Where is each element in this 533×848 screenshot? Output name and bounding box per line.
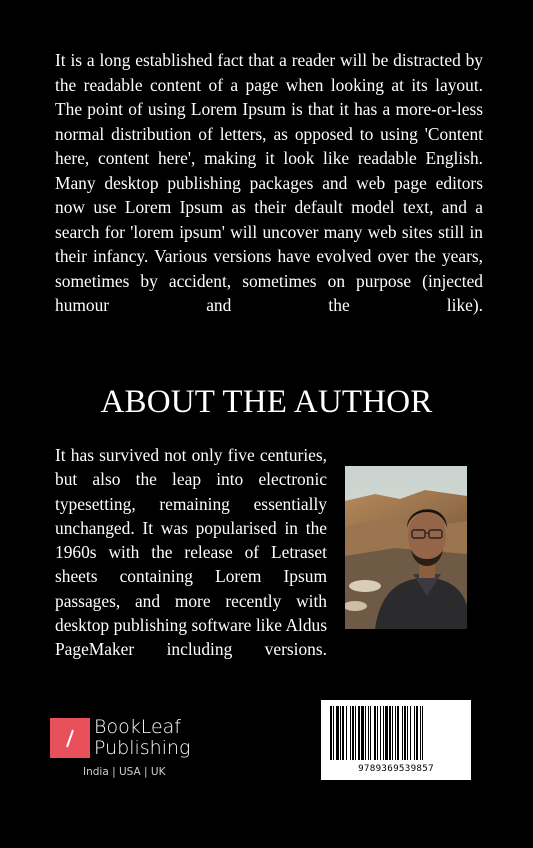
publisher-name bbox=[94, 717, 190, 759]
barcode-bar bbox=[416, 706, 418, 760]
barcode-bar bbox=[374, 706, 376, 760]
barcode-bar bbox=[397, 706, 399, 760]
publisher-regions: India | USA | UK bbox=[83, 766, 166, 778]
barcode-bar bbox=[402, 706, 403, 760]
barcode-bar bbox=[370, 706, 371, 760]
barcode-bar bbox=[340, 706, 341, 760]
isbn-barcode bbox=[321, 700, 471, 780]
barcode-bar bbox=[407, 706, 408, 760]
isbn-number: 9789369539857 bbox=[358, 763, 434, 774]
publisher-name-line2: Publishing bbox=[94, 737, 191, 759]
back-cover-blurb: It is a long established fact that a reader will be distracted by the readable content of a page when looking at its layout. The point of using Lorem Ipsum is that it has a more-or-less normal distribution of letters, as opposed to using 'Content here, content here', making it look like readable English. Many desktop publishing packages and web page editors now use Lorem Ipsum as their default model text, and a search for 'lorem ipsum' will uncover many web sites still in their infancy. Various versions have evolved over the years, sometimes by accident, sometimes on purpose (injected humour and the like). bbox=[55, 50, 483, 315]
barcode-bar bbox=[346, 706, 347, 760]
barcode-bar bbox=[352, 706, 354, 760]
barcode-bar bbox=[358, 706, 360, 760]
barcode-bar bbox=[410, 706, 411, 760]
barcode-bar bbox=[361, 706, 364, 760]
slash-logo-icon bbox=[50, 718, 90, 758]
barcode-bar bbox=[420, 706, 421, 760]
barcode-bar bbox=[422, 706, 423, 760]
author-bio: It has survived not only five centuries, but also the leap into electronic typesetting, remaining essentially unchanged. It was popularised in the 1960s with the release of Letraset sheets containing Lorem Ipsum passages, and more recently with desktop publishing software like Aldus PageMaker including versions. bbox=[55, 445, 327, 660]
publisher-name-line1: BookLeaf bbox=[94, 716, 181, 738]
barcode-bar bbox=[392, 706, 393, 760]
barcode-bar bbox=[395, 706, 396, 760]
barcode-bar bbox=[389, 706, 391, 760]
about-author-heading: ABOUT THE AUTHOR bbox=[100, 384, 433, 420]
barcode-bar bbox=[377, 706, 378, 760]
barcode-bar bbox=[383, 706, 384, 760]
barcode-bar bbox=[330, 706, 332, 760]
barcode-bar bbox=[350, 706, 351, 760]
barcode-bar bbox=[380, 706, 381, 760]
author-photo bbox=[345, 466, 467, 629]
barcode-bar bbox=[333, 706, 334, 760]
barcode-bar bbox=[342, 706, 344, 760]
barcode-bars bbox=[321, 700, 471, 762]
barcode-bar bbox=[385, 706, 388, 760]
publisher-logo bbox=[50, 716, 190, 760]
barcode-bar bbox=[355, 706, 356, 760]
barcode-bar bbox=[336, 706, 339, 760]
barcode-bar bbox=[365, 706, 366, 760]
barcode-bar bbox=[404, 706, 406, 760]
barcode-bar bbox=[368, 706, 369, 760]
barcode-bar bbox=[414, 706, 415, 760]
